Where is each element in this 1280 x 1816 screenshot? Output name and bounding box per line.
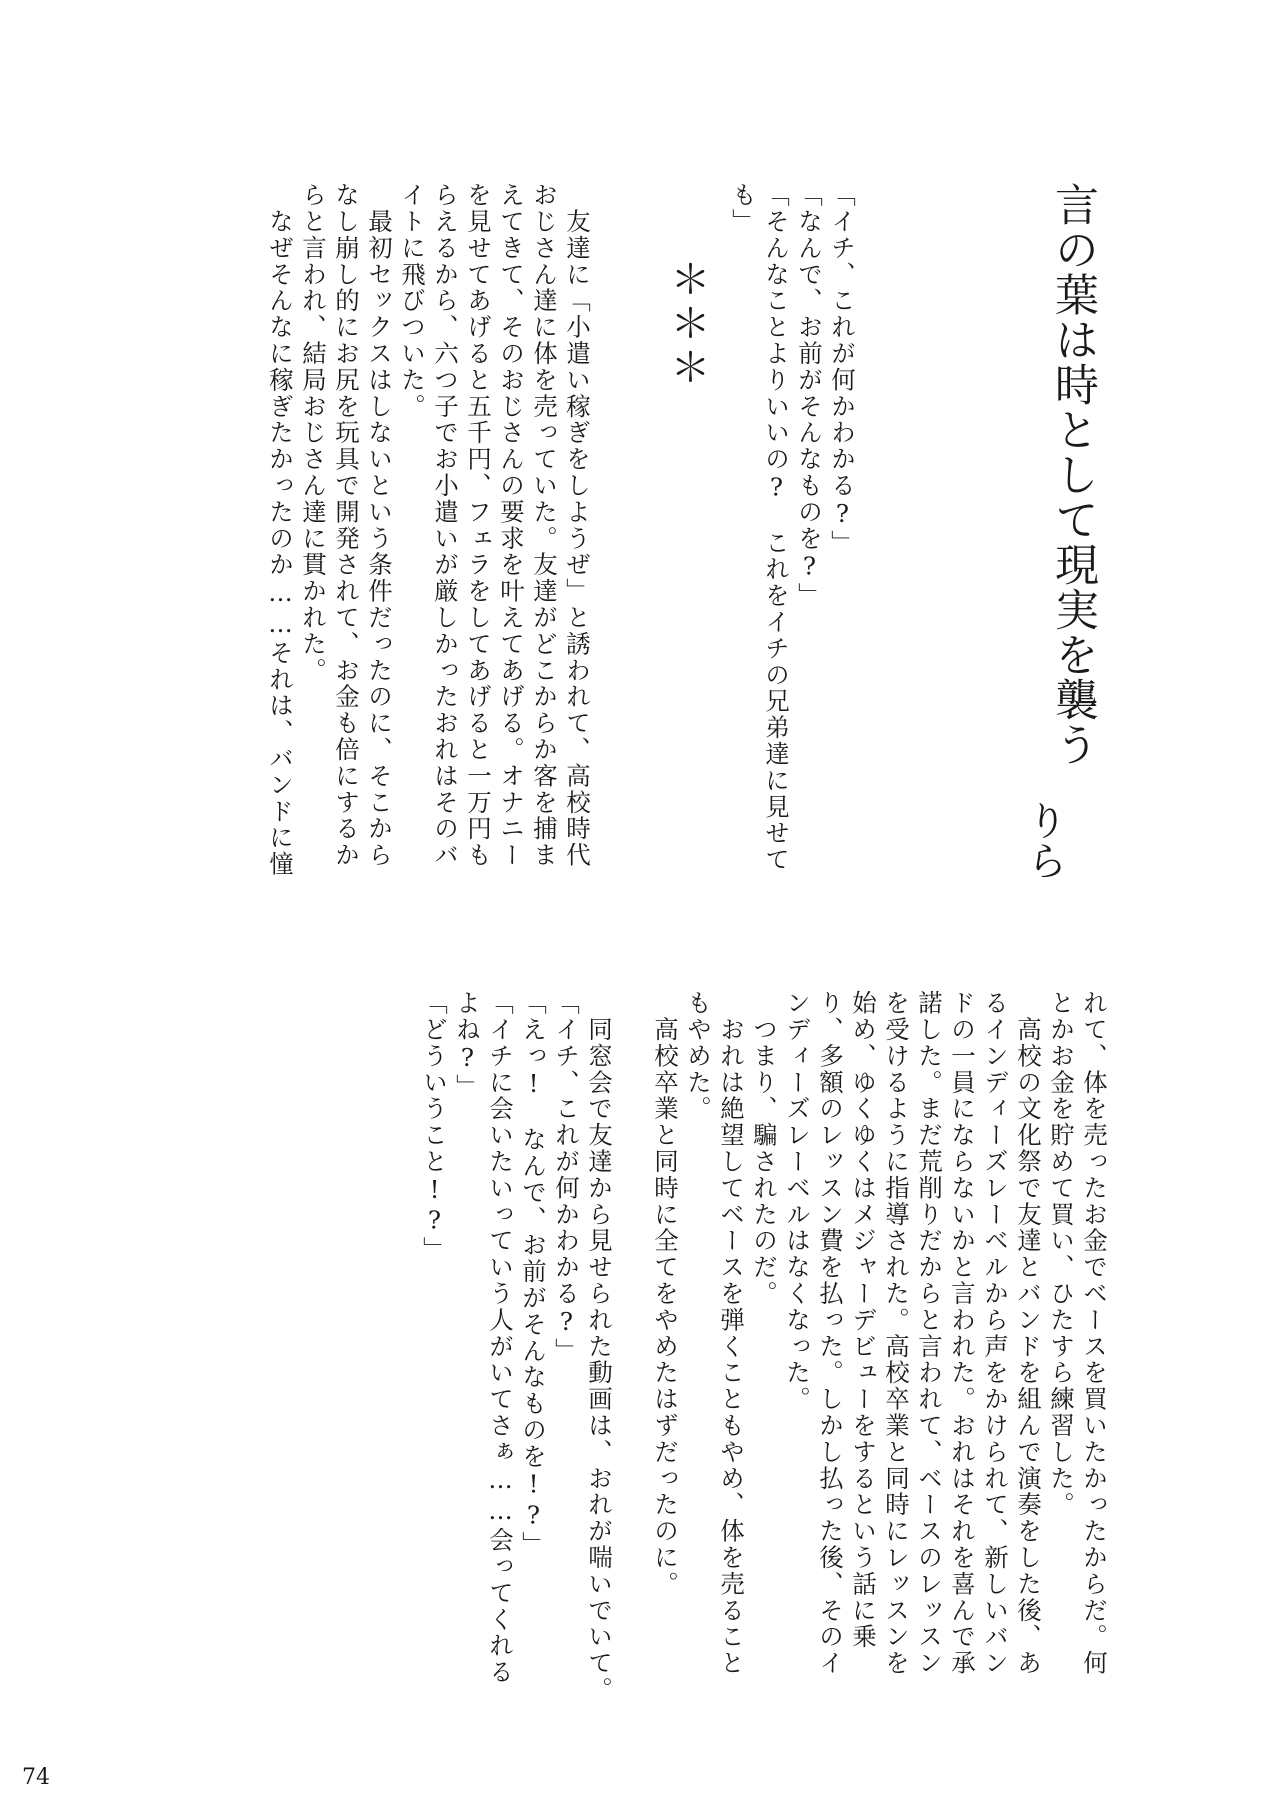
- lower-line: よね?」: [453, 990, 482, 1101]
- upper-line: 最初セックスはしないという条件だったのに、そこから: [365, 182, 394, 869]
- lower-line: を受けるように指導された。高校卒業と同時にレッスンを: [882, 990, 911, 1677]
- lower-line: 諾した。まだ荒削りだからと言われて、ベースのレッスン: [915, 990, 944, 1677]
- upper-line: イトに飛びついた。: [398, 182, 427, 420]
- upper-line: 「そんなことよりいいの? これをイチの兄弟達に見せて: [762, 182, 791, 873]
- lower-line: 「どういうこと!?」: [420, 990, 449, 1263]
- upper-line: おじさん達に体を売っていた。友達がどこからか客を捕ま: [530, 182, 559, 869]
- story-title: 言の葉は時として現実を襲う: [1047, 182, 1098, 767]
- lower-line: 「えっ! なんで、お前がそんなものを!?」: [519, 990, 548, 1558]
- lower-line: つまり、騙されたのだ。: [750, 990, 779, 1307]
- lower-line: 同窓会で友達から見せられた動画は、おれが喘いでいて。: [585, 990, 614, 1703]
- upper-line: を見せてあげると五千円、フェラをしてあげると一万円も: [464, 182, 493, 869]
- lower-line: ドの一員にならないかと言われた。おれはそれを喜んで承: [948, 990, 977, 1677]
- lower-line: もやめた。: [684, 990, 713, 1122]
- lower-line: 高校の文化祭で友達とバンドを組んで演奏をした後、あ: [1014, 990, 1043, 1677]
- upper-line: なし崩し的にお尻を玩具で開発されて、お金も倍にするか: [332, 182, 361, 869]
- lower-line: ンディーズレーベルはなくなった。: [783, 990, 812, 1413]
- page-number: 74: [22, 1765, 50, 1790]
- author-name: りら: [1021, 800, 1067, 880]
- lower-line: とかお金を貯めて買い、ひたすら練習した。: [1047, 990, 1076, 1518]
- lower-line: おれは絶望してベースを弾くこともやめ、体を売ること: [717, 990, 746, 1677]
- section-divider: ＊＊＊: [664, 258, 710, 390]
- lower-line: 「イチに会いたいっていう人がいてさぁ……会ってくれる: [486, 990, 515, 1686]
- upper-line: らえるから、六つ子でお小遣いが厳しかったおれはそのバ: [431, 182, 460, 869]
- upper-line: えてきて、そのおじさんの要求を叶えてあげる。オナニー: [497, 182, 526, 869]
- upper-line: 「イチ、これが何かわかる?」: [828, 182, 857, 557]
- upper-line: も」: [729, 182, 758, 235]
- lower-line: 「イチ、これが何かわかる?」: [552, 990, 581, 1365]
- lower-line: 始め、ゆくゆくはメジャーデビューをするという話に乗: [849, 990, 878, 1650]
- lower-line: 高校卒業と同時に全てをやめたはずだったのに。: [651, 990, 680, 1598]
- lower-line: り、多額のレッスン費を払った。しかし払った後、そのイ: [816, 990, 845, 1677]
- upper-line: 「なんで、お前がそんなものを?」: [795, 182, 824, 609]
- upper-line: なぜそんなに稼ぎたかったのか……それは、バンドに憧: [266, 182, 295, 878]
- upper-line: らと言われ、結局おじさん達に貫かれた。: [299, 182, 328, 684]
- lower-line: るインディーズレーベルから声をかけられて、新しいバン: [981, 990, 1010, 1677]
- upper-line: 友達に「小遣い稼ぎをしようぜ」と誘われて、高校時代: [563, 182, 592, 869]
- lower-line: れて、体を売ったお金でベースを買いたかったからだ。何: [1080, 990, 1109, 1677]
